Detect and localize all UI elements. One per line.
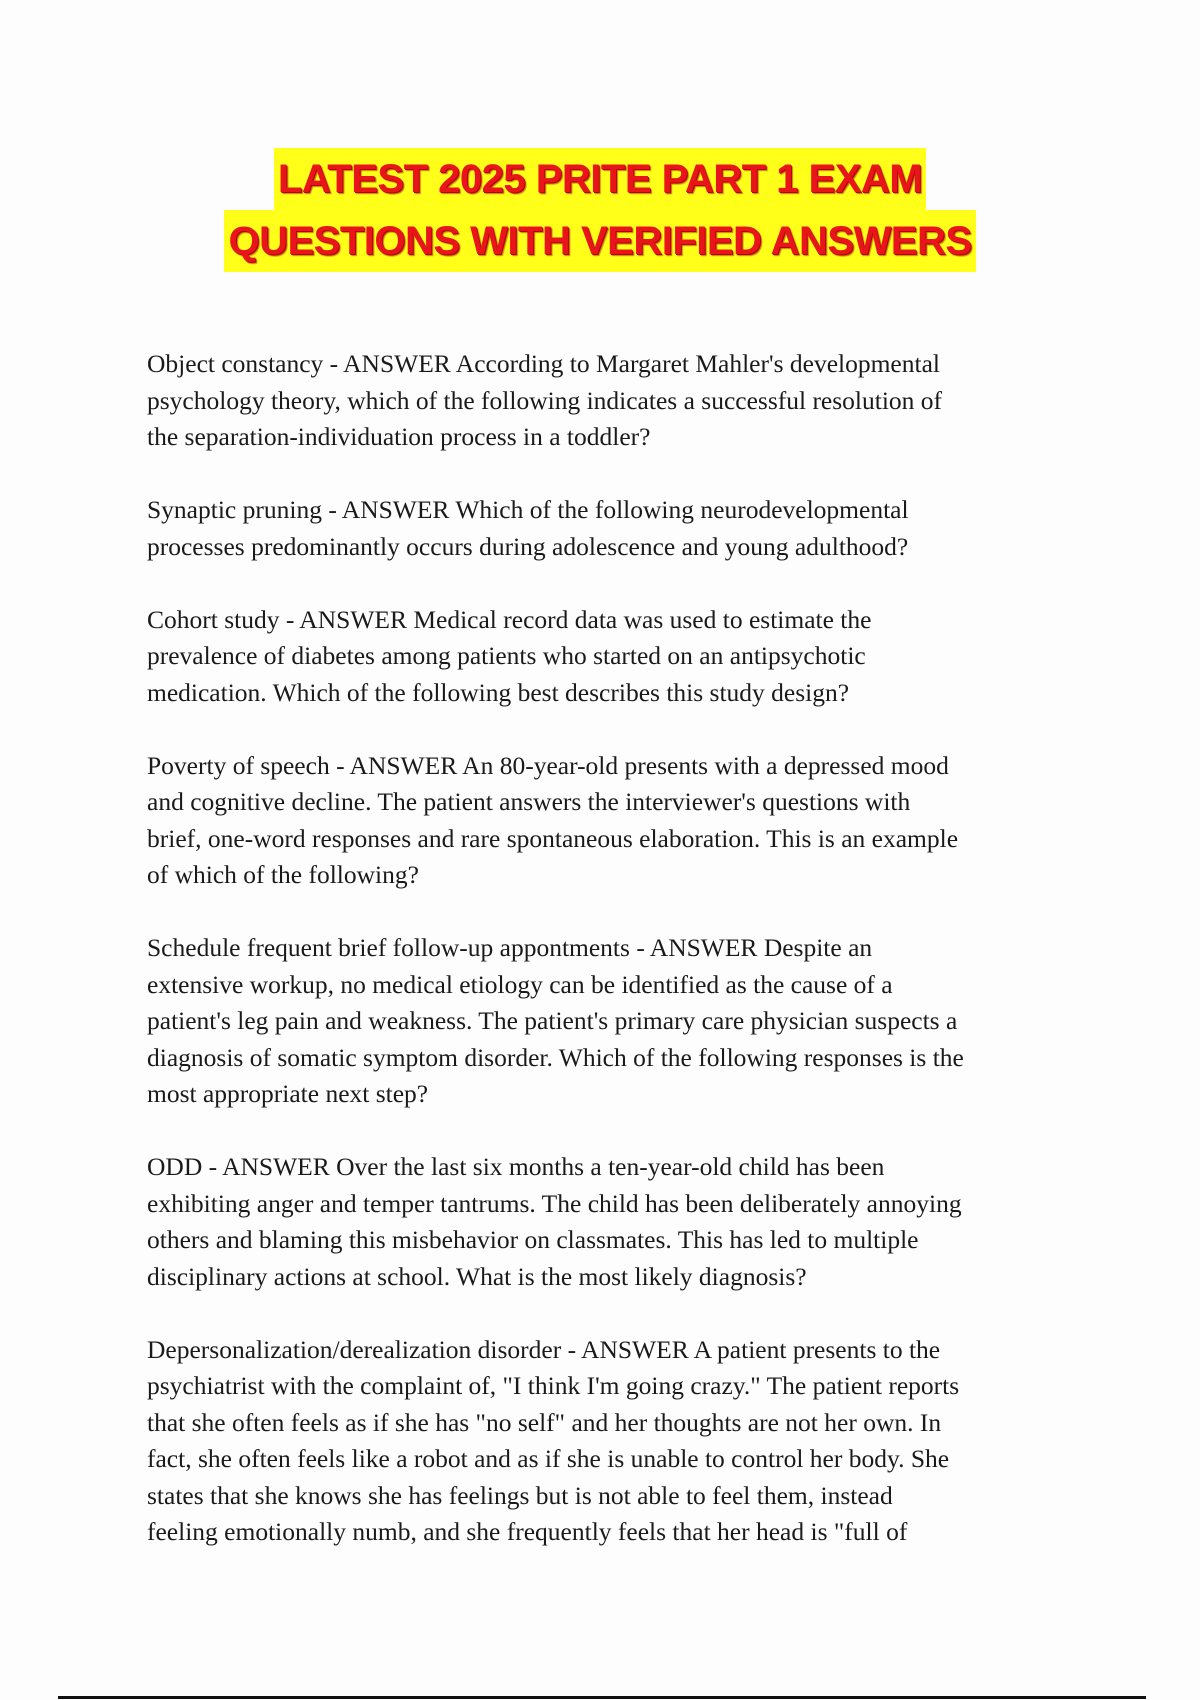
qa-line: prevalence of diabetes among patients who started on an antipsychotic — [147, 641, 866, 670]
qa-line: and cognitive decline. The patient answers the interviewer's questions with — [147, 787, 911, 816]
qa-line: Depersonalization/derealization disorder - ANSWER A patient presents to the — [147, 1334, 941, 1364]
qa-line: feeling emotionally numb, and she frequently feels that her head is "full of — [147, 1517, 908, 1546]
qa-line: Object constancy - ANSWER According to Margaret Mahler's developmental — [147, 349, 940, 378]
qa-line: Poverty of speech - ANSWER An 80-year-old presents with a depressed mood — [147, 750, 949, 780]
qa-line: ODD - ANSWER Over the last six months a ten-year-old child has been — [147, 1152, 885, 1181]
qa-line: extensive workup, no medical etiology can be identified as the cause of a — [147, 969, 893, 999]
qa-line: brief, one-word responses and rare spontaneous elaboration. This is an example — [147, 823, 959, 853]
qa-item — [147, 930, 1147, 1113]
qa-line: psychology theory, which of the following indicates a successful resolution of — [147, 385, 943, 415]
qa-item — [147, 748, 1147, 894]
qa-line: states that she knows she has feelings but is not able to feel them, instead — [147, 1480, 893, 1510]
qa-line: exhibiting anger and temper tantrums. The child has been deliberately annoying — [147, 1188, 962, 1218]
title-line-2: QUESTIONS WITH VERIFIED ANSWERS — [224, 210, 975, 272]
qa-item — [147, 1332, 1147, 1551]
qa-line: psychiatrist with the complaint of, "I think I'm going crazy." The patient reports — [147, 1371, 960, 1400]
qa-line: disciplinary actions at school. What is the most likely diagnosis? — [147, 1261, 807, 1291]
qa-line: that she often feels as if she has "no self" and her thoughts are not her own. In — [147, 1407, 942, 1437]
qa-line: Cohort study - ANSWER Medical record data was used to estimate the — [147, 604, 872, 634]
qa-line: processes predominantly occurs during adolescence and young adulthood? — [147, 531, 909, 561]
qa-line: others and blaming this misbehavior on classmates. This has led to multiple — [147, 1225, 919, 1254]
qa-item — [147, 602, 1147, 712]
qa-line: of which of the following? — [147, 860, 419, 889]
qa-line: diagnosis of somatic symptom disorder. Which of the following responses is the — [147, 1042, 964, 1072]
qa-line: the separation-individuation process in a toddler? — [147, 422, 651, 451]
qa-line: medication. Which of the following best describes this study design? — [147, 677, 850, 707]
qa-item — [147, 346, 1147, 456]
document-title — [0, 148, 1200, 272]
qa-line: Schedule frequent brief follow-up appontments - ANSWER Despite an — [147, 933, 873, 962]
page-bottom-rule — [58, 1696, 1146, 1699]
qa-line: most appropriate next step? — [147, 1079, 429, 1108]
qa-line: fact, she often feels like a robot and as if she is unable to control her body. She — [147, 1444, 950, 1473]
qa-line: patient's leg pain and weakness. The patient's primary care physician suspects a — [147, 1006, 958, 1035]
qa-item — [147, 492, 1147, 565]
qa-line: Synaptic pruning - ANSWER Which of the following neurodevelopmental — [147, 495, 909, 524]
title-line-1: LATEST 2025 PRITE PART 1 EXAM — [274, 148, 926, 210]
qa-item — [147, 1149, 1147, 1295]
qa-list — [147, 346, 1147, 1587]
